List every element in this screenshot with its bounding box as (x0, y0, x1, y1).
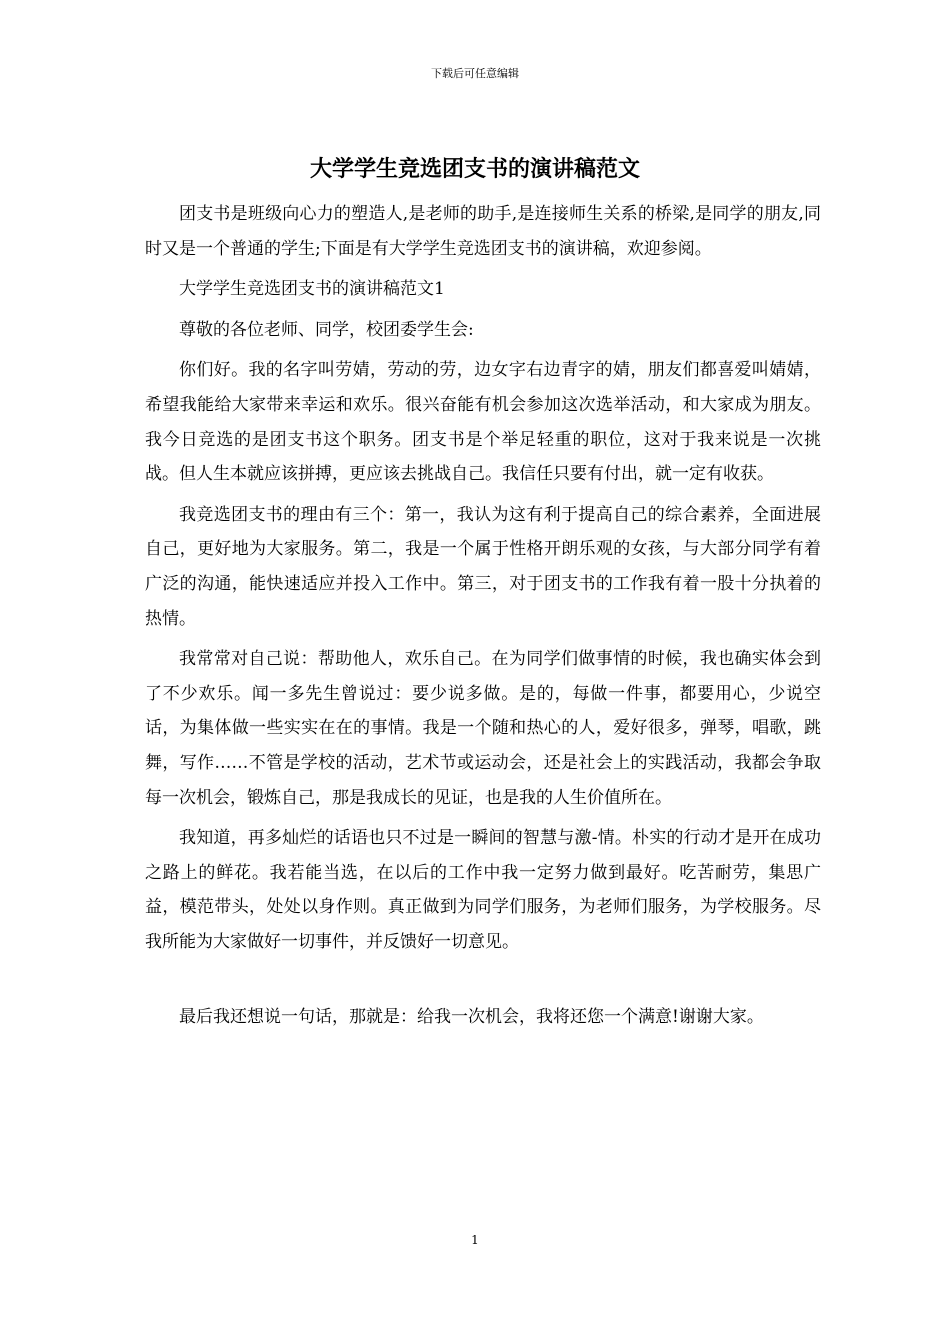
blank-line (145, 959, 821, 994)
document-body (145, 197, 821, 1035)
salutation-paragraph: 尊敬的各位老师、同学，校团委学生会: (179, 319, 474, 340)
document-title: 大学学生竞选团支书的演讲稿范文 (309, 156, 640, 182)
body-paragraph: 我竞选团支书的理由有三个：第一，我认为这有利于提高自己的综合素养，全面进展自己，更好地为大家服务。第二，我是一个属于性格开朗乐观的女孩，与大部分同学有着广泛的沟通，能快速适应并投入工作中。第三，对于团支书的工作我有着一股十分执着的热情。 (145, 504, 821, 629)
intro-paragraph: 团支书是班级向心力的塑造人,是老师的助手,是连接师生关系的桥梁,是同学的朋友,同时又是一个普通的学生;下面是有大学学生竞选团支书的演讲稿，欢迎参阅。 (145, 204, 821, 259)
header-note: 下载后可任意编辑 (431, 67, 519, 80)
body-paragraph: 你们好。我的名字叫劳婧，劳动的劳，边女字右边青字的婧，朋友们都喜爱叫婧婧，希望我能给大家带来幸运和欢乐。很兴奋能有机会参加这次选举活动，和大家成为朋友。我今日竞选的是团支书这个职务。团支书是个举足轻重的职位，这对于我来说是一次挑战。但人生本就应该拼搏，更应该去挑战自己。我信任只要有付出，就一定有收获。 (145, 360, 821, 485)
body-paragraph: 我知道，再多灿烂的话语也只不过是一瞬间的智慧与激-情。朴实的行动才是开在成功之路上的鲜花。我若能当选，在以后的工作中我一定努力做到最好。吃苦耐劳，集思广益，模范带头，处处以身作则。真正做到为同学们服务，为老师们服务，为学校服务。尽我所能为大家做好一切事件，并反馈好一切意见。 (145, 828, 821, 952)
body-paragraph: 我常常对自己说：帮助他人，欢乐自己。在为同学们做事情的时候，我也确实体会到了不少欢乐。闻一多先生曾说过：要少说多做。是的，每做一件事，都要用心，少说空话，为集体做一些实实在在的事情。我是一个随和热心的人，爱好很多，弹琴，唱歌，跳舞，写作……不管是学校的活动，艺术节或运动会，还是社会上的实践活动，我都会争取每一次机会，锻炼自己，那是我成长的见证，也是我的人生价值所在。 (145, 649, 821, 808)
closing-paragraph: 最后我还想说一句话，那就是：给我一次机会，我将还您一个满意!谢谢大家。 (179, 1007, 764, 1028)
page-number: 1 (471, 1233, 479, 1247)
section-heading: 大学学生竞选团支书的演讲稿范文1 (179, 279, 445, 300)
